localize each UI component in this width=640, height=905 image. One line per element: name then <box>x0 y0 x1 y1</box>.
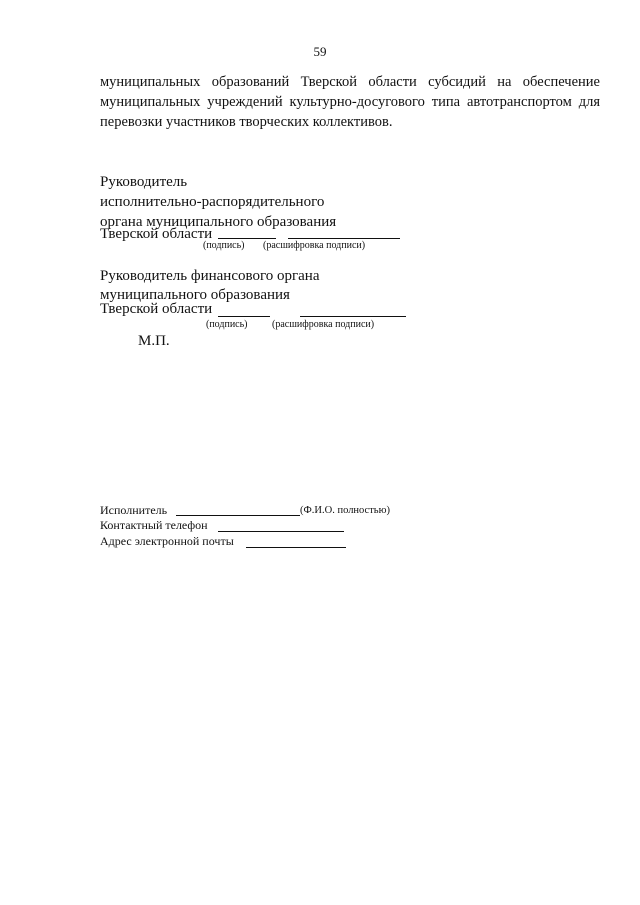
signatory-1-region: Тверской области <box>100 226 213 242</box>
paragraph-line: муниципальных образований Тверской области субсидий на обеспечение <box>100 74 600 90</box>
email-line <box>246 547 346 548</box>
signature-decode-line <box>288 238 400 239</box>
caption-decode: (расшифровка подписи) <box>272 319 375 330</box>
signature-line <box>218 316 270 317</box>
signatory-1-line: исполнительно-распорядительного <box>100 194 325 210</box>
caption-decode: (расшифровка подписи) <box>263 240 366 251</box>
executor-note: (Ф.И.О. полностью) <box>300 505 390 516</box>
caption-signature: (подпись) <box>206 319 248 330</box>
signatory-1-line: органа муниципального образования <box>100 214 337 230</box>
executor-label: Исполнитель <box>100 503 168 517</box>
signature-line <box>218 238 276 239</box>
phone-line <box>218 531 344 532</box>
signatory-2-line: Руководитель финансового органа <box>100 268 320 284</box>
signature-decode-line <box>300 316 406 317</box>
phone-label: Контактный телефон <box>100 518 208 532</box>
body-paragraph <box>100 72 600 132</box>
signatory-1-line: Руководитель <box>100 174 188 190</box>
signatory-2-region: Тверской области <box>100 301 213 317</box>
executor-line <box>176 515 300 516</box>
page-number: 59 <box>313 44 327 59</box>
stamp-mark: М.П. <box>138 333 170 349</box>
caption-signature: (подпись) <box>203 240 245 251</box>
signatory-2-line: муниципального образования <box>100 287 290 303</box>
paragraph-line: муниципальных учреждений культурно-досугового типа автотранспортом для <box>100 94 600 110</box>
paragraph-line: перевозки участников творческих коллективов. <box>100 114 393 130</box>
email-label: Адрес электронной почты <box>100 534 234 548</box>
